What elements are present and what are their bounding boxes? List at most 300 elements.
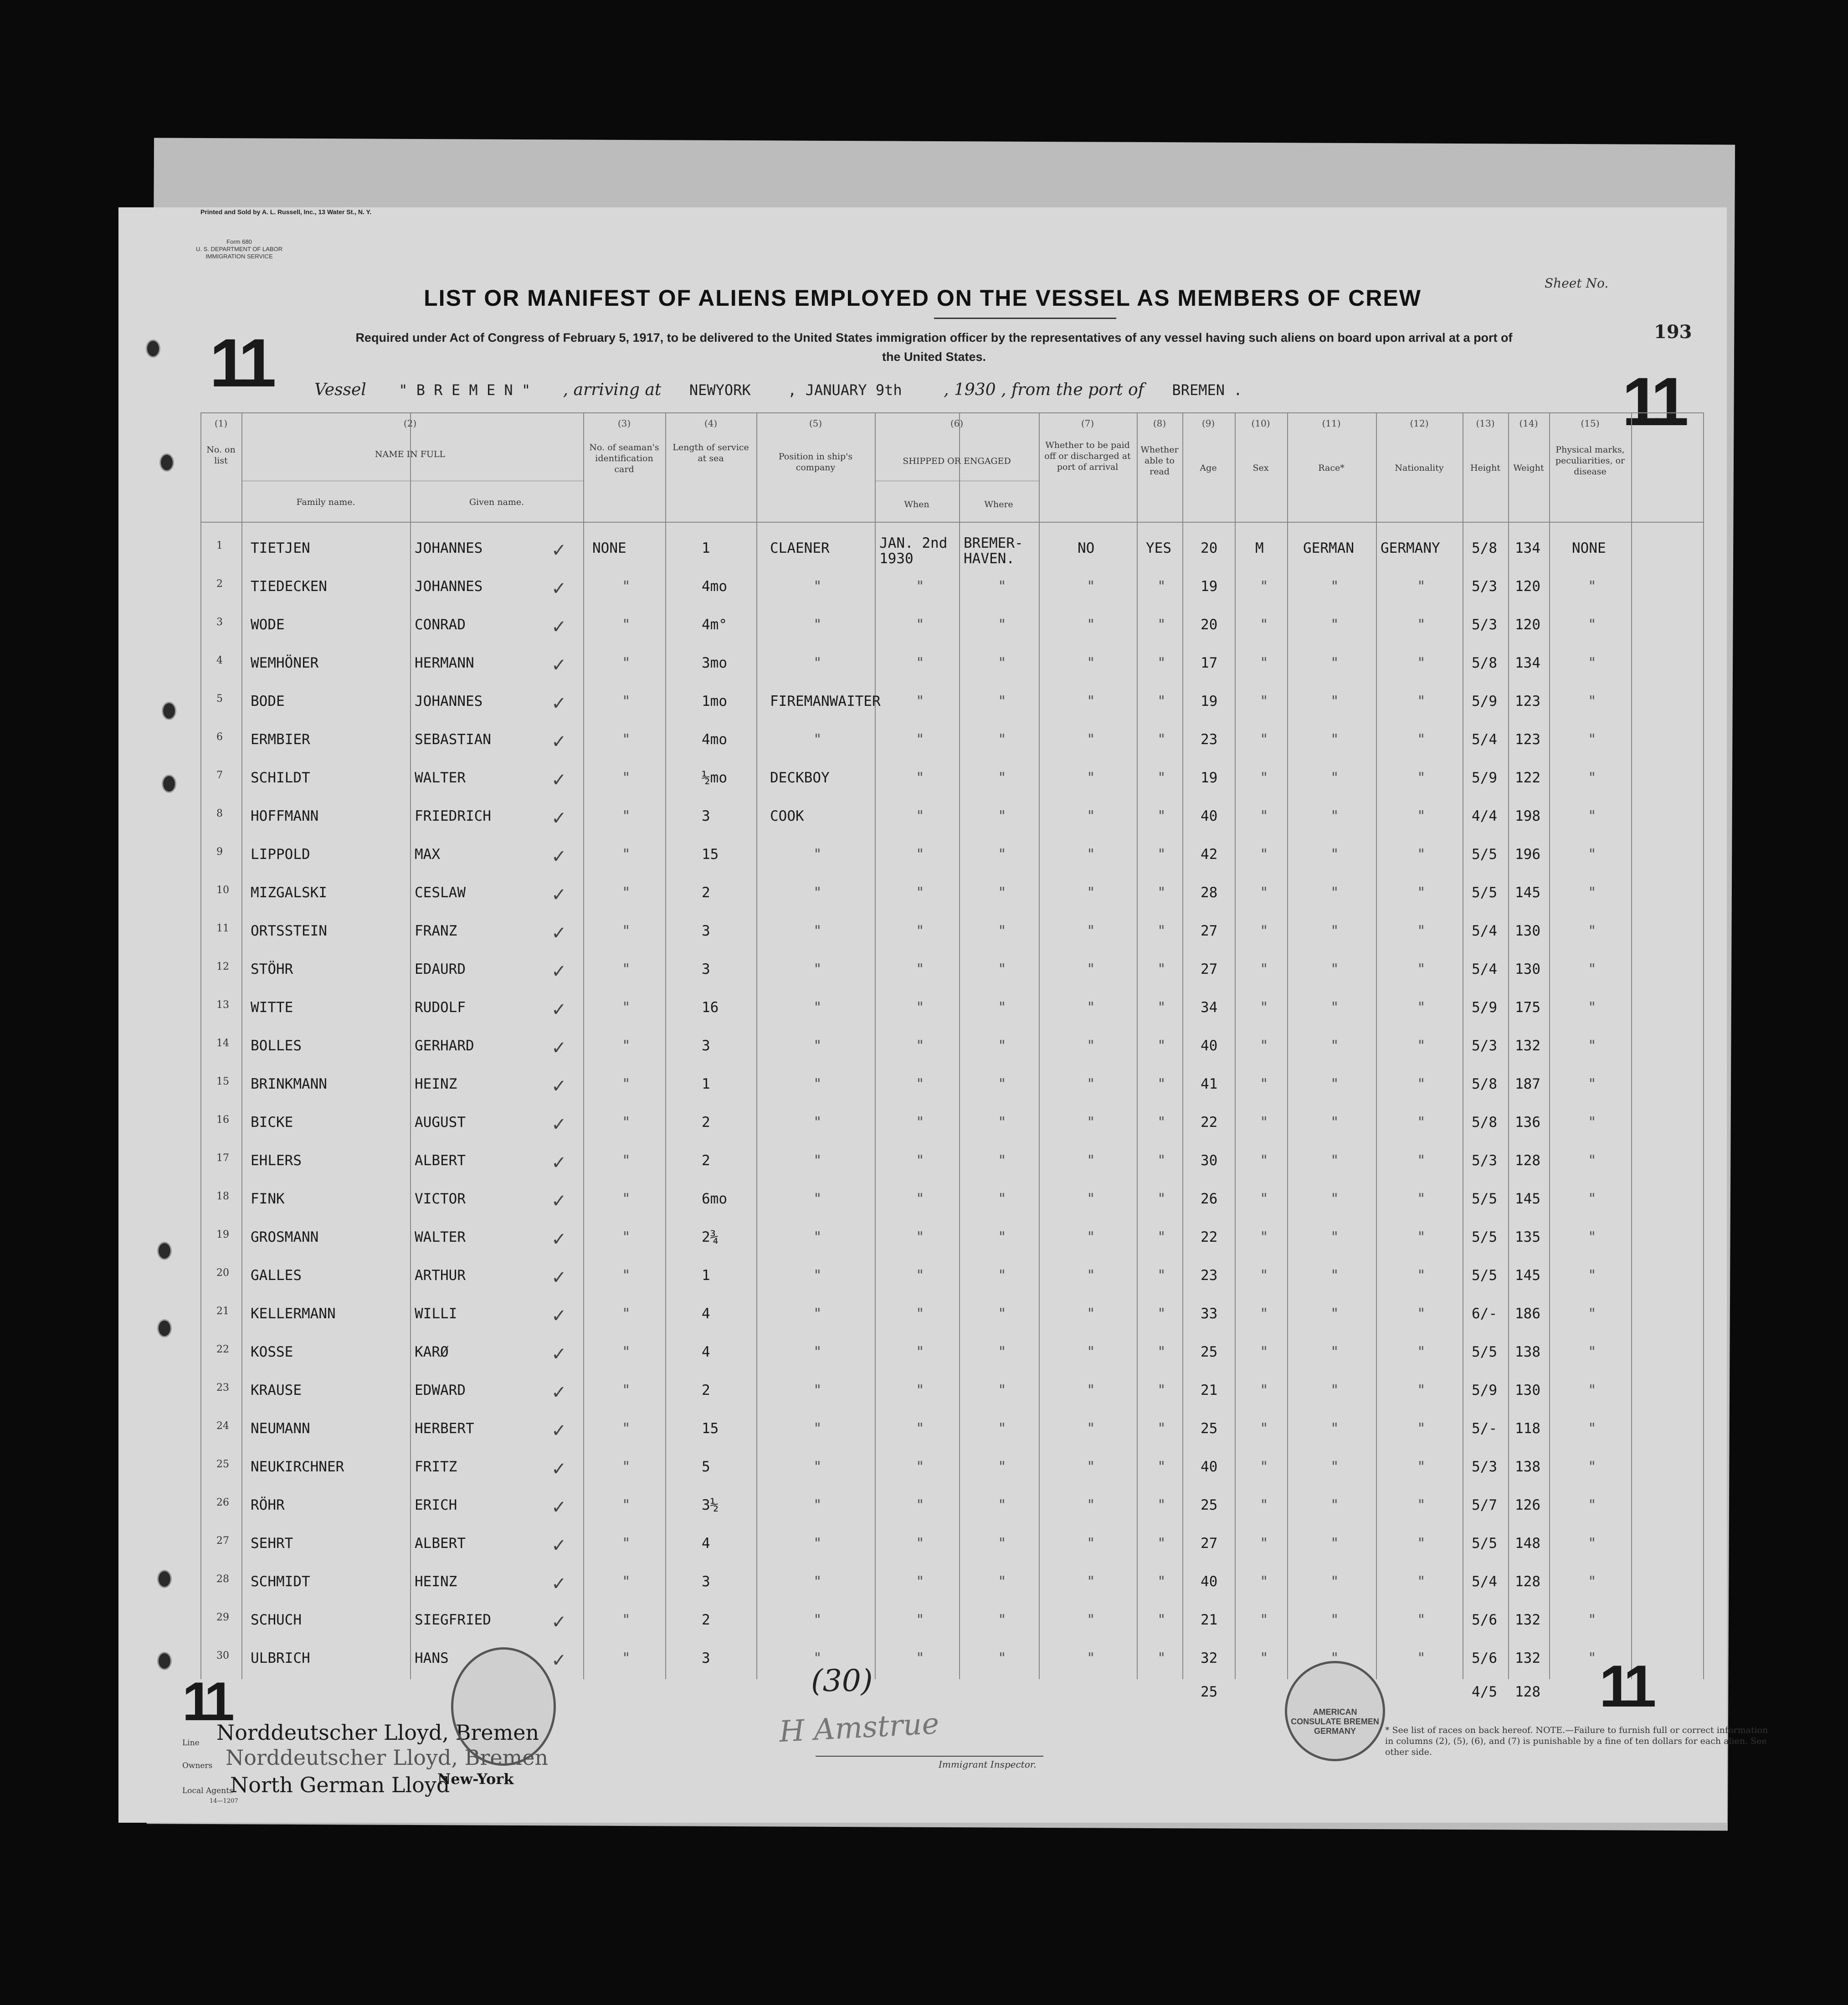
weight: 175 xyxy=(1515,999,1540,1016)
physical-marks: " xyxy=(1588,1459,1596,1475)
position: " xyxy=(813,884,822,901)
check-mark: ✓ xyxy=(551,1306,567,1326)
paid-off: " xyxy=(1087,1459,1095,1475)
paid-off: " xyxy=(1087,1152,1095,1169)
binder-hole xyxy=(157,1570,172,1588)
agents-city: New-York xyxy=(437,1770,514,1788)
col-number: (12) xyxy=(1410,418,1429,429)
id-card: " xyxy=(622,1191,631,1207)
arrival-port: NEWYORK xyxy=(689,381,751,399)
position: " xyxy=(813,1382,822,1398)
check-mark: ✓ xyxy=(551,770,567,791)
position: " xyxy=(813,1152,822,1169)
check-mark: ✓ xyxy=(551,1612,567,1633)
position: " xyxy=(813,961,822,977)
col-where: Where xyxy=(984,499,1013,509)
paid-off: " xyxy=(1087,1191,1095,1207)
col-position: Position in ship's company xyxy=(778,452,853,473)
paid-off: " xyxy=(1087,961,1095,977)
table-row xyxy=(200,1344,1704,1382)
length-of-service: 3 xyxy=(702,808,710,824)
family-name: SCHILDT xyxy=(251,770,310,786)
shipped-where: " xyxy=(998,1191,1006,1207)
paid-off: " xyxy=(1087,1382,1095,1398)
height: 5/8 xyxy=(1472,1114,1497,1131)
age: 25 xyxy=(1201,1344,1218,1360)
weight: 120 xyxy=(1515,617,1540,633)
family-name: NEUKIRCHNER xyxy=(251,1459,344,1475)
paid-off: " xyxy=(1087,693,1095,709)
shipped-when: " xyxy=(916,1038,924,1054)
shipped-when: " xyxy=(916,1573,924,1590)
given-name: SEBASTIAN xyxy=(415,731,491,748)
sheet-no-label: Sheet No. xyxy=(1545,276,1609,291)
shipped-where: " xyxy=(998,1497,1006,1513)
check-mark: ✓ xyxy=(551,1152,567,1173)
sex: " xyxy=(1260,693,1268,709)
able-to-read: " xyxy=(1157,923,1166,939)
position: " xyxy=(813,1076,822,1092)
height: 5/5 xyxy=(1472,1191,1497,1207)
owners-stamp: Norddeutscher Lloyd, Bremen xyxy=(226,1745,549,1770)
title-rule xyxy=(934,318,1116,319)
position: " xyxy=(813,1459,822,1475)
shipped-when: " xyxy=(916,961,924,977)
race: " xyxy=(1330,1229,1339,1245)
race: " xyxy=(1330,999,1339,1016)
given-name: ALBERT xyxy=(415,1152,466,1169)
physical-marks: " xyxy=(1588,923,1596,939)
length-of-service: 2 xyxy=(702,884,710,901)
family-name: SCHMIDT xyxy=(251,1573,310,1590)
age: 19 xyxy=(1201,770,1218,786)
physical-marks: " xyxy=(1588,1191,1596,1207)
sex: " xyxy=(1260,808,1268,824)
position: " xyxy=(813,1191,822,1207)
col-number: (3) xyxy=(617,418,631,429)
able-to-read: " xyxy=(1157,808,1166,824)
family-name: ORTSSTEIN xyxy=(251,923,327,939)
height: 5/8 xyxy=(1472,540,1497,556)
height: 5/4 xyxy=(1472,731,1497,748)
family-name: EHLERS xyxy=(251,1152,302,1169)
physical-marks: " xyxy=(1588,1267,1596,1284)
weight: 187 xyxy=(1515,1076,1540,1092)
weight: 122 xyxy=(1515,770,1540,786)
weight: 128 xyxy=(1515,1573,1540,1590)
race: " xyxy=(1330,923,1339,939)
weight: 130 xyxy=(1515,1382,1540,1398)
sex: " xyxy=(1260,1573,1268,1590)
race: " xyxy=(1330,1306,1339,1322)
height: 5/5 xyxy=(1472,1267,1497,1284)
length-of-service: 3 xyxy=(702,923,710,939)
shipped-where: " xyxy=(998,1535,1006,1552)
col-number: (14) xyxy=(1519,418,1538,429)
height: 5/3 xyxy=(1472,1459,1497,1475)
id-card: " xyxy=(622,1152,631,1169)
shipped-when: " xyxy=(916,923,924,939)
family-name: WITTE xyxy=(251,999,293,1016)
table-row xyxy=(200,999,1704,1038)
nationality: " xyxy=(1417,1076,1426,1092)
given-name: HEINZ xyxy=(415,1076,457,1092)
age: 30 xyxy=(1201,1152,1218,1169)
weight: 123 xyxy=(1515,731,1540,748)
length-of-service: 2 xyxy=(702,1152,710,1169)
position: " xyxy=(813,846,822,863)
id-card: " xyxy=(622,770,631,786)
paid-off: " xyxy=(1087,1114,1095,1131)
position: " xyxy=(813,1420,822,1437)
binder-hole xyxy=(157,1652,172,1670)
length-of-service: 4 xyxy=(702,1344,710,1360)
length-of-service: 1mo xyxy=(702,693,727,709)
nationality: " xyxy=(1417,1038,1426,1054)
age: 40 xyxy=(1201,1459,1218,1475)
weight: 138 xyxy=(1515,1459,1540,1475)
given-name: RUDOLF xyxy=(415,999,466,1016)
weight: 135 xyxy=(1515,1229,1540,1245)
height: 5/5 xyxy=(1472,846,1497,863)
race: " xyxy=(1330,731,1339,748)
check-mark: ✓ xyxy=(551,540,567,561)
nationality: " xyxy=(1417,1267,1426,1284)
race: " xyxy=(1330,884,1339,901)
shipped-when: " xyxy=(916,1076,924,1092)
height: 5/5 xyxy=(1472,1344,1497,1360)
able-to-read: " xyxy=(1157,578,1166,595)
paid-off: " xyxy=(1087,808,1095,824)
shipped-where: " xyxy=(998,1420,1006,1437)
col-length-service: Length of service at sea xyxy=(672,442,749,463)
row-number: 5 xyxy=(216,693,223,704)
table-row xyxy=(200,655,1704,693)
page-number: 193 xyxy=(1654,321,1692,343)
shipped-when: JAN. 2nd 1930 xyxy=(879,535,948,567)
age: 32 xyxy=(1201,1650,1218,1666)
family-name: MIZGALSKI xyxy=(251,884,327,901)
given-name: EDAURD xyxy=(415,961,466,977)
length-of-service: 4mo xyxy=(702,578,727,595)
id-card: NONE xyxy=(592,540,626,556)
weight: 118 xyxy=(1515,1420,1540,1437)
position: " xyxy=(813,1267,822,1284)
table-row xyxy=(200,1038,1704,1076)
check-mark: ✓ xyxy=(551,846,567,867)
nationality: " xyxy=(1417,770,1426,786)
nationality: " xyxy=(1417,1497,1426,1513)
arrival-date: , JANUARY 9th xyxy=(788,381,902,399)
race: " xyxy=(1330,1267,1339,1284)
position: " xyxy=(813,655,822,671)
race: " xyxy=(1330,1076,1339,1092)
able-to-read: " xyxy=(1157,884,1166,901)
shipped-where: " xyxy=(998,1229,1006,1245)
shipped-where: " xyxy=(998,1459,1006,1475)
length-of-service: 3 xyxy=(702,1650,710,1666)
form-number: Form 680 xyxy=(226,238,252,245)
height: 5/4 xyxy=(1472,961,1497,977)
family-name: BICKE xyxy=(251,1114,293,1131)
shipped-when: " xyxy=(916,1612,924,1628)
able-to-read: " xyxy=(1157,731,1166,748)
height: 4/5 xyxy=(1472,1684,1497,1700)
id-card: " xyxy=(622,1459,631,1475)
owners-label: Owners xyxy=(182,1761,213,1770)
row-number: 20 xyxy=(216,1267,229,1279)
paid-off: " xyxy=(1087,884,1095,901)
given-name: ARTHUR xyxy=(415,1267,466,1284)
col-number: (4) xyxy=(704,418,718,429)
table-top-rule xyxy=(200,412,1704,413)
table-row xyxy=(200,1229,1704,1267)
row-number: 10 xyxy=(216,884,229,896)
nationality: " xyxy=(1417,1306,1426,1322)
given-name: ALBERT xyxy=(415,1535,466,1552)
age: 40 xyxy=(1201,1038,1218,1054)
check-mark: ✓ xyxy=(551,1114,567,1135)
able-to-read: " xyxy=(1157,1344,1166,1360)
able-to-read: " xyxy=(1157,1497,1166,1513)
inspector-label: Immigrant Inspector. xyxy=(939,1759,1037,1770)
nationality: " xyxy=(1417,961,1426,977)
check-mark: ✓ xyxy=(551,1382,567,1403)
physical-marks: " xyxy=(1588,1306,1596,1322)
physical-marks: " xyxy=(1588,1382,1596,1398)
nationality: " xyxy=(1417,1459,1426,1475)
table-row xyxy=(200,1573,1704,1612)
paid-off: " xyxy=(1087,1267,1095,1284)
table-row xyxy=(200,961,1704,999)
table-row xyxy=(200,1459,1704,1497)
height: 5/9 xyxy=(1472,999,1497,1016)
position: " xyxy=(813,999,822,1016)
weight: 145 xyxy=(1515,1191,1540,1207)
length-of-service: 1 xyxy=(702,1267,710,1284)
from-label: , from the port of xyxy=(1001,380,1144,399)
row-number: 4 xyxy=(216,655,223,666)
col-number: (1) xyxy=(214,418,228,429)
binder-hole xyxy=(162,702,176,720)
age: 22 xyxy=(1201,1114,1218,1131)
able-to-read: " xyxy=(1157,1152,1166,1169)
sex: " xyxy=(1260,731,1268,748)
row-number: 6 xyxy=(216,731,223,743)
agents-label: Local Agents xyxy=(182,1786,233,1795)
weight: 186 xyxy=(1515,1306,1540,1322)
age: 41 xyxy=(1201,1076,1218,1092)
length-of-service: 16 xyxy=(702,999,719,1016)
col-number: (15) xyxy=(1581,418,1600,429)
race: " xyxy=(1330,693,1339,709)
given-name: CESLAW xyxy=(415,884,466,901)
check-mark: ✓ xyxy=(551,617,567,637)
shipped-where: " xyxy=(998,655,1006,671)
age: 20 xyxy=(1201,540,1218,556)
race: " xyxy=(1330,770,1339,786)
row-number: 30 xyxy=(216,1650,229,1661)
age: 23 xyxy=(1201,1267,1218,1284)
vessel-label: Vessel xyxy=(314,380,366,399)
year-prefix: , 19 xyxy=(944,380,975,399)
sex: " xyxy=(1260,961,1268,977)
able-to-read: " xyxy=(1157,1114,1166,1131)
table-row xyxy=(200,1191,1704,1229)
nationality: " xyxy=(1417,1573,1426,1590)
paid-off: " xyxy=(1087,1229,1095,1245)
weight: 196 xyxy=(1515,846,1540,863)
id-card: " xyxy=(622,846,631,863)
paid-off: " xyxy=(1087,578,1095,595)
col-nationality: Nationality xyxy=(1395,463,1444,473)
race: " xyxy=(1330,1612,1339,1628)
row-number: 15 xyxy=(216,1076,229,1087)
sex: " xyxy=(1260,655,1268,671)
height: 6/- xyxy=(1472,1306,1497,1322)
paid-off: " xyxy=(1087,846,1095,863)
paid-off: " xyxy=(1087,1076,1095,1092)
row-number: 11 xyxy=(216,923,229,934)
weight: 148 xyxy=(1515,1535,1540,1552)
nationality: " xyxy=(1417,693,1426,709)
position: " xyxy=(813,1612,822,1628)
row-number: 13 xyxy=(216,999,229,1011)
height: 5/9 xyxy=(1472,770,1497,786)
physical-marks: " xyxy=(1588,578,1596,595)
position: " xyxy=(813,617,822,633)
shipped-when: " xyxy=(916,655,924,671)
sex: " xyxy=(1260,1459,1268,1475)
family-name: STÖHR xyxy=(251,961,293,977)
able-to-read: " xyxy=(1157,770,1166,786)
paid-off: " xyxy=(1087,1306,1095,1322)
nationality: " xyxy=(1417,1535,1426,1552)
able-to-read: " xyxy=(1157,1420,1166,1437)
family-name: GROSMANN xyxy=(251,1229,319,1245)
sex: " xyxy=(1260,1650,1268,1666)
row-number: 16 xyxy=(216,1114,229,1126)
race: " xyxy=(1330,1650,1339,1666)
given-name: EDWARD xyxy=(415,1382,466,1398)
check-mark: ✓ xyxy=(551,1076,567,1097)
able-to-read: " xyxy=(1157,655,1166,671)
col-number: (2) xyxy=(403,418,417,429)
length-of-service: 5 xyxy=(702,1459,710,1475)
shipped-where: " xyxy=(998,1114,1006,1131)
given-name: JOHANNES xyxy=(415,693,483,709)
total-count: (30) xyxy=(811,1663,873,1698)
length-of-service: 2 xyxy=(702,1612,710,1628)
able-to-read: " xyxy=(1157,1535,1166,1552)
weight: 126 xyxy=(1515,1497,1540,1513)
col-number: (13) xyxy=(1476,418,1495,429)
length-of-service: 6mo xyxy=(702,1191,727,1207)
col-number: (6) xyxy=(950,418,964,429)
shipped-when: " xyxy=(916,1306,924,1322)
col-height: Height xyxy=(1470,463,1500,473)
check-mark: ✓ xyxy=(551,1497,567,1518)
able-to-read: " xyxy=(1157,1612,1166,1628)
physical-marks: " xyxy=(1588,1573,1596,1590)
family-name: LIPPOLD xyxy=(251,846,310,863)
age: 40 xyxy=(1201,808,1218,824)
shipped-when: " xyxy=(916,1382,924,1398)
table-row xyxy=(200,770,1704,808)
list-number-bottom-left: 11 xyxy=(182,1671,229,1732)
age: 27 xyxy=(1201,961,1218,977)
given-name: HERBERT xyxy=(415,1420,474,1437)
length-of-service: 3mo xyxy=(702,655,727,671)
sex: " xyxy=(1260,999,1268,1016)
check-mark: ✓ xyxy=(551,578,567,599)
given-name: FRITZ xyxy=(415,1459,457,1475)
check-mark: ✓ xyxy=(551,655,567,676)
list-number-left: 11 xyxy=(210,324,271,401)
row-number: 29 xyxy=(216,1612,229,1623)
manifest-table xyxy=(200,412,1704,1700)
height: 5/- xyxy=(1472,1420,1497,1437)
check-mark: ✓ xyxy=(551,1420,567,1441)
col-able-read: Whether able to read xyxy=(1140,445,1179,477)
age: 27 xyxy=(1201,1535,1218,1552)
family-name: WEMHÖNER xyxy=(251,655,319,671)
row-number: 21 xyxy=(216,1306,229,1317)
race: " xyxy=(1330,1038,1339,1054)
form-code: 14—1207 xyxy=(210,1798,238,1804)
race: " xyxy=(1330,1497,1339,1513)
family-name: HOFFMANN xyxy=(251,808,319,824)
paid-off: " xyxy=(1087,923,1095,939)
length-of-service: 3 xyxy=(702,1573,710,1590)
consulate-stamp-text: AMERICAN CONSULATE BREMEN GERMANY xyxy=(1291,1707,1379,1736)
given-name: FRIEDRICH xyxy=(415,808,491,824)
race: " xyxy=(1330,1420,1339,1437)
paid-off: " xyxy=(1087,1535,1095,1552)
table-row xyxy=(200,1152,1704,1191)
able-to-read: " xyxy=(1157,1306,1166,1322)
given-name: KARØ xyxy=(415,1344,449,1360)
id-card: " xyxy=(622,1382,631,1398)
service: IMMIGRATION SERVICE xyxy=(205,253,273,260)
shipped-where: BREMER- HAVEN. xyxy=(964,535,1023,567)
position: CLAENER xyxy=(770,540,830,556)
row-number: 17 xyxy=(216,1152,229,1164)
able-to-read: " xyxy=(1157,1191,1166,1207)
physical-marks: " xyxy=(1588,1076,1596,1092)
id-card: " xyxy=(622,1114,631,1131)
position: COOK xyxy=(770,808,804,824)
row-number: 14 xyxy=(216,1038,229,1049)
weight: 132 xyxy=(1515,1650,1540,1666)
table-row xyxy=(200,846,1704,884)
col-race: Race* xyxy=(1318,463,1345,473)
length-of-service: 15 xyxy=(702,846,719,863)
physical-marks: " xyxy=(1588,1152,1596,1169)
sex: " xyxy=(1260,1152,1268,1169)
position: " xyxy=(813,1573,822,1590)
length-of-service: 3 xyxy=(702,1038,710,1054)
id-card: " xyxy=(622,1306,631,1322)
table-row xyxy=(200,731,1704,770)
list-number-bottom-right: 11 xyxy=(1599,1653,1651,1719)
able-to-read: " xyxy=(1157,693,1166,709)
given-name: WILLI xyxy=(415,1306,457,1322)
physical-marks: " xyxy=(1588,1114,1596,1131)
weight: 128 xyxy=(1515,1152,1540,1169)
paid-off: " xyxy=(1087,1497,1095,1513)
sex: " xyxy=(1260,770,1268,786)
